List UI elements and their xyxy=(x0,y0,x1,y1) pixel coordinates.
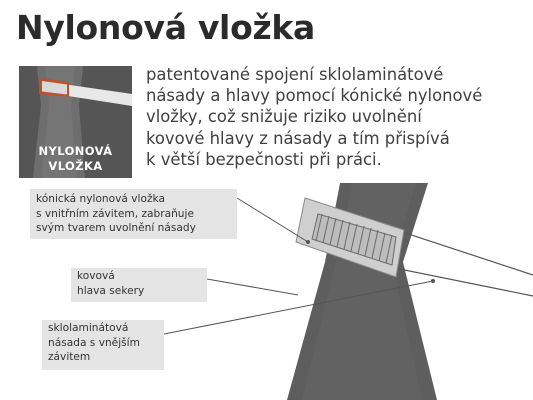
callout-line: kónická nylonová vložka xyxy=(36,193,165,205)
leader-dot-insert xyxy=(306,240,310,244)
description-line: kovové hlavy z násady a tím přispívá xyxy=(146,128,450,148)
description-line: násady a hlavy pomocí kónické nylonové xyxy=(146,86,483,106)
callout-nylon-insert xyxy=(30,189,237,239)
description-line: k větší bezpečnosti při práci. xyxy=(146,149,382,169)
leader-line-insert xyxy=(237,198,308,242)
leader-dot-handle xyxy=(431,279,435,283)
leader-line-head xyxy=(207,279,298,295)
badge-label-line-2: VLOŽKA xyxy=(48,159,103,173)
callout-line: s vnitřním závitem, zabraňuje xyxy=(36,207,194,220)
callout-axe-head xyxy=(71,268,207,302)
badge-label-line-1: NYLONOVÁ xyxy=(38,144,113,158)
description-line: patentované spojení sklolaminátové xyxy=(146,65,444,84)
callout-line: násada s vnějším xyxy=(48,336,140,349)
callout-line: kovová xyxy=(77,270,115,282)
callout-line: sklolaminátová xyxy=(48,322,129,334)
callout-line: hlava sekery xyxy=(77,284,145,297)
callout-fiberglass-handle xyxy=(42,320,164,370)
callout-line: závitem xyxy=(48,351,91,364)
callout-line: svým tvarem uvolnění násady xyxy=(36,222,196,235)
page-title: Nylonová vložka xyxy=(16,8,315,47)
description-line: vložky, což snižuje riziko uvolnění xyxy=(146,107,422,127)
